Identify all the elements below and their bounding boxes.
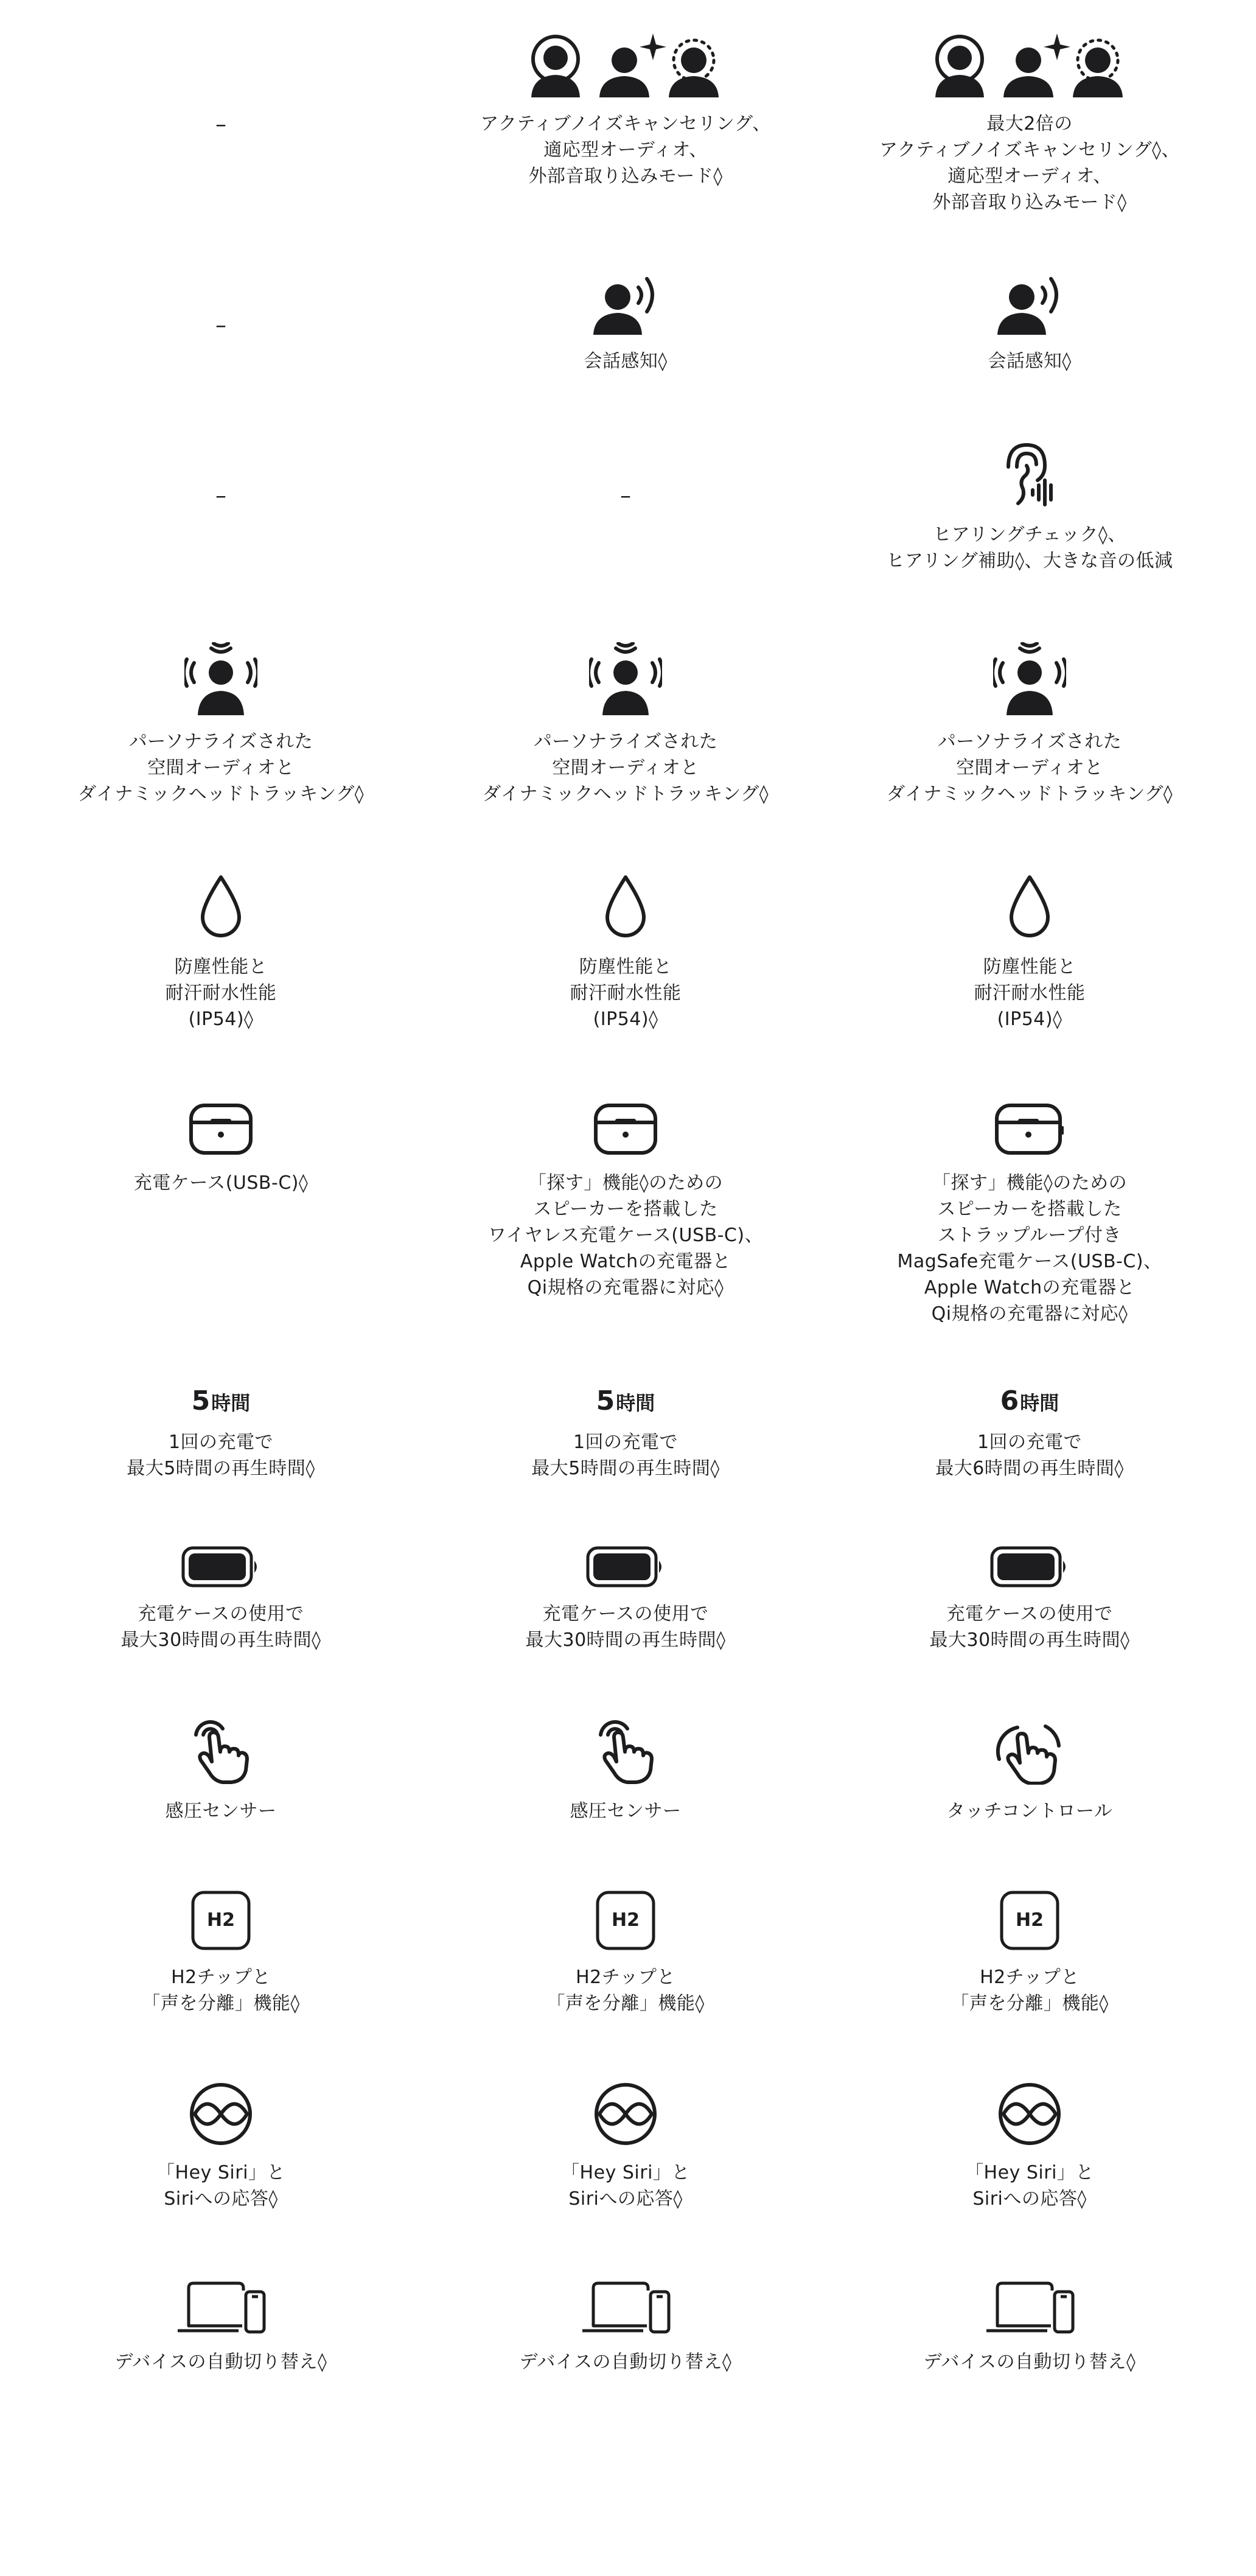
controls-label: タッチコントロール (946, 1801, 1113, 1822)
chip-label: H2チップと 「声を分離」機能◊ (142, 1967, 300, 2014)
chip-label: H2チップと 「声を分離」機能◊ (951, 1967, 1109, 2014)
spatial-audio-label: パーソナライズされた 空間オーディオと ダイナミックヘッドトラッキング◊ (77, 731, 365, 805)
conversation-awareness-icon (829, 274, 1230, 335)
charging-case-icon (425, 1102, 826, 1157)
h2-chip-icon (595, 1890, 656, 1951)
siri-label: 「Hey Siri」と Siriへの応答◊ (561, 2162, 690, 2210)
laptop-phone-icon (425, 2280, 826, 2336)
anc-modes-icon (829, 33, 1230, 97)
not-available-dash: – (215, 112, 226, 137)
not-available-dash: – (215, 483, 226, 508)
listening-time-label: 1回の充電で 最大6時間の再生時間◊ (935, 1432, 1124, 1479)
spatial-audio-label: パーソナライズされた 空間オーディオと ダイナミックヘッドトラッキング◊ (482, 731, 769, 805)
laptop-phone-icon (20, 2280, 422, 2336)
hearing-health-icon (829, 441, 1230, 508)
cell-anc-model-2 (425, 33, 826, 189)
automatic-switching-label: デバイスの自動切り替え◊ (923, 2351, 1136, 2373)
spatial-audio-icon (829, 642, 1230, 715)
case-listening-time-label: 充電ケースの使用で 最大30時間の再生時間◊ (929, 1603, 1130, 1651)
touch-gesture-icon (829, 1717, 1230, 1785)
anc-label: アクティブノイズキャンセリング、 適応型オーディオ、 外部音取り込みモード◊ (480, 113, 771, 187)
water-drop-icon (425, 873, 826, 940)
h2-chip-icon (190, 1890, 251, 1951)
cell-spatial-model-3 (829, 642, 1230, 807)
cell-battery-model-2 (425, 1546, 826, 1653)
automatic-switching-label: デバイスの自動切り替え◊ (114, 2351, 327, 2373)
listening-time-label: 1回の充電で 最大5時間の再生時間◊ (127, 1432, 315, 1479)
case-listening-time-label: 充電ケースの使用で 最大30時間の再生時間◊ (120, 1603, 321, 1651)
cell-hours-model-3 (829, 1385, 1230, 1482)
charging-case-label: 「探す」機能◊のための スピーカーを搭載した ワイヤレス充電ケース(USB-C)、 Apple Watchの充電器と Qi規格の充電器に対応◊ (487, 1172, 764, 1298)
not-available-dash: – (620, 483, 631, 508)
conversation-awareness-label: 会話感知◊ (584, 351, 668, 372)
cell-siri-model-3 (829, 2082, 1230, 2212)
cell-water-model-1 (20, 873, 422, 1032)
listening-time-label: 1回の充電で 最大5時間の再生時間◊ (531, 1432, 720, 1479)
conversation-awareness-icon (425, 274, 826, 335)
water-drop-icon (829, 873, 1230, 940)
siri-icon (425, 2082, 826, 2146)
cell-conv-model-3 (829, 274, 1230, 374)
case-listening-time-label: 充電ケースの使用で 最大30時間の再生時間◊ (525, 1603, 726, 1651)
cell-conv-model-2 (425, 274, 826, 374)
battery-icon (829, 1546, 1230, 1587)
cell-case-model-2 (425, 1102, 826, 1301)
controls-label: 感圧センサー (165, 1801, 277, 1822)
hours-value: 5時間 (596, 1385, 655, 1416)
water-resistance-label: 防塵性能と 耐汗耐水性能 (IP54)◊ (570, 956, 682, 1030)
siri-label: 「Hey Siri」と Siriへの応答◊ (965, 2162, 1094, 2210)
chip-text: H2 (612, 1909, 640, 1931)
cell-water-model-3 (829, 873, 1230, 1032)
charging-case-icon (829, 1102, 1230, 1157)
cell-switch-model-3 (829, 2280, 1230, 2375)
cell-spatial-model-2 (425, 642, 826, 807)
water-resistance-label: 防塵性能と 耐汗耐水性能 (IP54)◊ (165, 956, 277, 1030)
hours-value: 6時間 (1000, 1385, 1059, 1416)
cell-switch-model-1 (20, 2280, 422, 2375)
spatial-audio-icon (425, 642, 826, 715)
cell-control-model-1 (20, 1717, 422, 1824)
cell-hearing-model-2 (425, 441, 826, 508)
cell-hearing-model-1 (20, 441, 422, 508)
cell-siri-model-2 (425, 2082, 826, 2212)
siri-icon (829, 2082, 1230, 2146)
charging-case-icon (20, 1102, 422, 1157)
cell-siri-model-1 (20, 2082, 422, 2212)
hours-value: 5時間 (191, 1385, 251, 1416)
cell-conv-model-1 (20, 274, 422, 338)
hearing-health-label: ヒアリングチェック◊、 ヒアリング補助◊、大きな音の低減 (886, 524, 1173, 572)
cell-hours-model-2 (425, 1385, 826, 1482)
siri-label: 「Hey Siri」と Siriへの応答◊ (156, 2162, 285, 2210)
cell-hours-model-1 (20, 1385, 422, 1482)
not-available-dash: – (215, 313, 226, 338)
chip-text: H2 (207, 1909, 235, 1931)
cell-anc-model-3 (829, 33, 1230, 215)
battery-icon (20, 1546, 422, 1587)
cell-battery-model-1 (20, 1546, 422, 1653)
chip-text: H2 (1016, 1909, 1044, 1931)
spatial-audio-icon (20, 642, 422, 715)
cell-chip-model-2 (425, 1890, 826, 2017)
press-gesture-icon (20, 1717, 422, 1785)
anc-label: 最大2倍の アクティブノイズキャンセリング◊、 適応型オーディオ、 外部音取り込みモード◊ (879, 113, 1181, 213)
cell-hearing-model-3 (829, 441, 1230, 574)
water-drop-icon (20, 873, 422, 940)
automatic-switching-label: デバイスの自動切り替え◊ (519, 2351, 732, 2373)
spatial-audio-label: パーソナライズされた 空間オーディオと ダイナミックヘッドトラッキング◊ (886, 731, 1173, 805)
controls-label: 感圧センサー (570, 1801, 682, 1822)
cell-switch-model-2 (425, 2280, 826, 2375)
press-gesture-icon (425, 1717, 826, 1785)
cell-spatial-model-1 (20, 642, 422, 807)
charging-case-label: 充電ケース(USB-C)◊ (133, 1172, 309, 1194)
cell-control-model-3 (829, 1717, 1230, 1824)
charging-case-label: 「探す」機能◊のための スピーカーを搭載した ストラップループ付き MagSafe充電ケース(USB-C)、 Apple Watchの充電器と Qi規格の充電器に対応◊ (897, 1172, 1162, 1325)
cell-anc-model-1 (20, 33, 422, 137)
cell-case-model-3 (829, 1102, 1230, 1327)
anc-modes-icon (425, 33, 826, 97)
conversation-awareness-label: 会話感知◊ (988, 351, 1072, 372)
battery-icon (425, 1546, 826, 1587)
chip-label: H2チップと 「声を分離」機能◊ (546, 1967, 705, 2014)
laptop-phone-icon (829, 2280, 1230, 2336)
cell-chip-model-3 (829, 1890, 1230, 2017)
siri-icon (20, 2082, 422, 2146)
cell-chip-model-1 (20, 1890, 422, 2017)
cell-battery-model-3 (829, 1546, 1230, 1653)
cell-water-model-2 (425, 873, 826, 1032)
water-resistance-label: 防塵性能と 耐汗耐水性能 (IP54)◊ (974, 956, 1086, 1030)
cell-control-model-2 (425, 1717, 826, 1824)
h2-chip-icon (999, 1890, 1060, 1951)
cell-case-model-1 (20, 1102, 422, 1196)
